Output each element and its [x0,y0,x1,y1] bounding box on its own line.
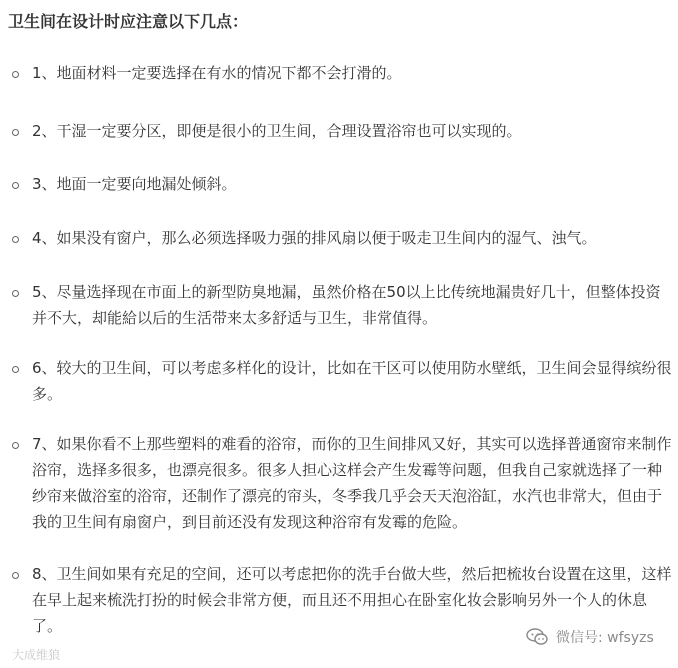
list-item-text: 2、干湿一定要分区，即便是很小的卫生间，合理设置浴帘也可以实现的。 [32,122,522,140]
bullet-icon [12,290,19,297]
list-item-text: 6、较大的卫生间，可以考虑多样化的设计，比如在干区可以使用防水壁纸，卫生间会显得缤纷很多。 [32,359,672,403]
bullet-icon [12,71,19,78]
bullet-icon [12,442,19,449]
bullet-icon [12,366,19,373]
list-item-text: 4、如果没有窗户，那么必须选择吸力强的排风扇以便于吸走卫生间内的湿气、浊气。 [32,229,597,247]
list-item-text: 5、尽量选择现在市面上的新型防臭地漏，虽然价格在50以上比传统地漏贵好几十，但整体投资并不大，却能給以后的生活带来太多舒适与卫生，非常值得。 [32,283,661,327]
article-title: 卫生间在设计时应注意以下几点： [8,12,249,31]
bullet-icon [12,236,19,243]
bullet-icon [12,182,19,189]
wechat-watermark [526,627,654,647]
list-item-text: 8、卫生间如果有充足的空间，还可以考虑把你的洗手台做大些，然后把梳妆台设置在这里，这样在早上起来梳洗打扮的时候会非常方便，而且还不用担心在卧室化妆会影响另外一个人的休息了。 [32,565,672,635]
wechat-id-text: 微信号: wfsyzs [556,630,654,646]
list-item-text: 7、如果你看不上那些塑料的难看的浴帘，而你的卫生间排风又好，其实可以选择普通窗帘来制作浴帘，选择多很多，也漂亮很多。很多人担心这样会产生发霉等问题，但我自己家就选择了一种纱帘来做浴室的浴帘，还制作了漂亮的帘头，冬季我几乎会天天泡浴缸，水汽也非常大，但由于我的卫生间有扇窗户，到目前还没有发现这种浴帘有发霉的危险。 [32,435,672,531]
bullet-icon [12,129,19,136]
list-item-text: 1、地面材料一定要选择在有水的情况下都不会打滑的。 [32,64,402,82]
source-watermark: 大成维狼 [12,648,61,662]
list-item-text: 3、地面一定要向地漏处倾斜。 [32,175,237,193]
wechat-icon [526,628,548,646]
bullet-icon [12,572,19,579]
